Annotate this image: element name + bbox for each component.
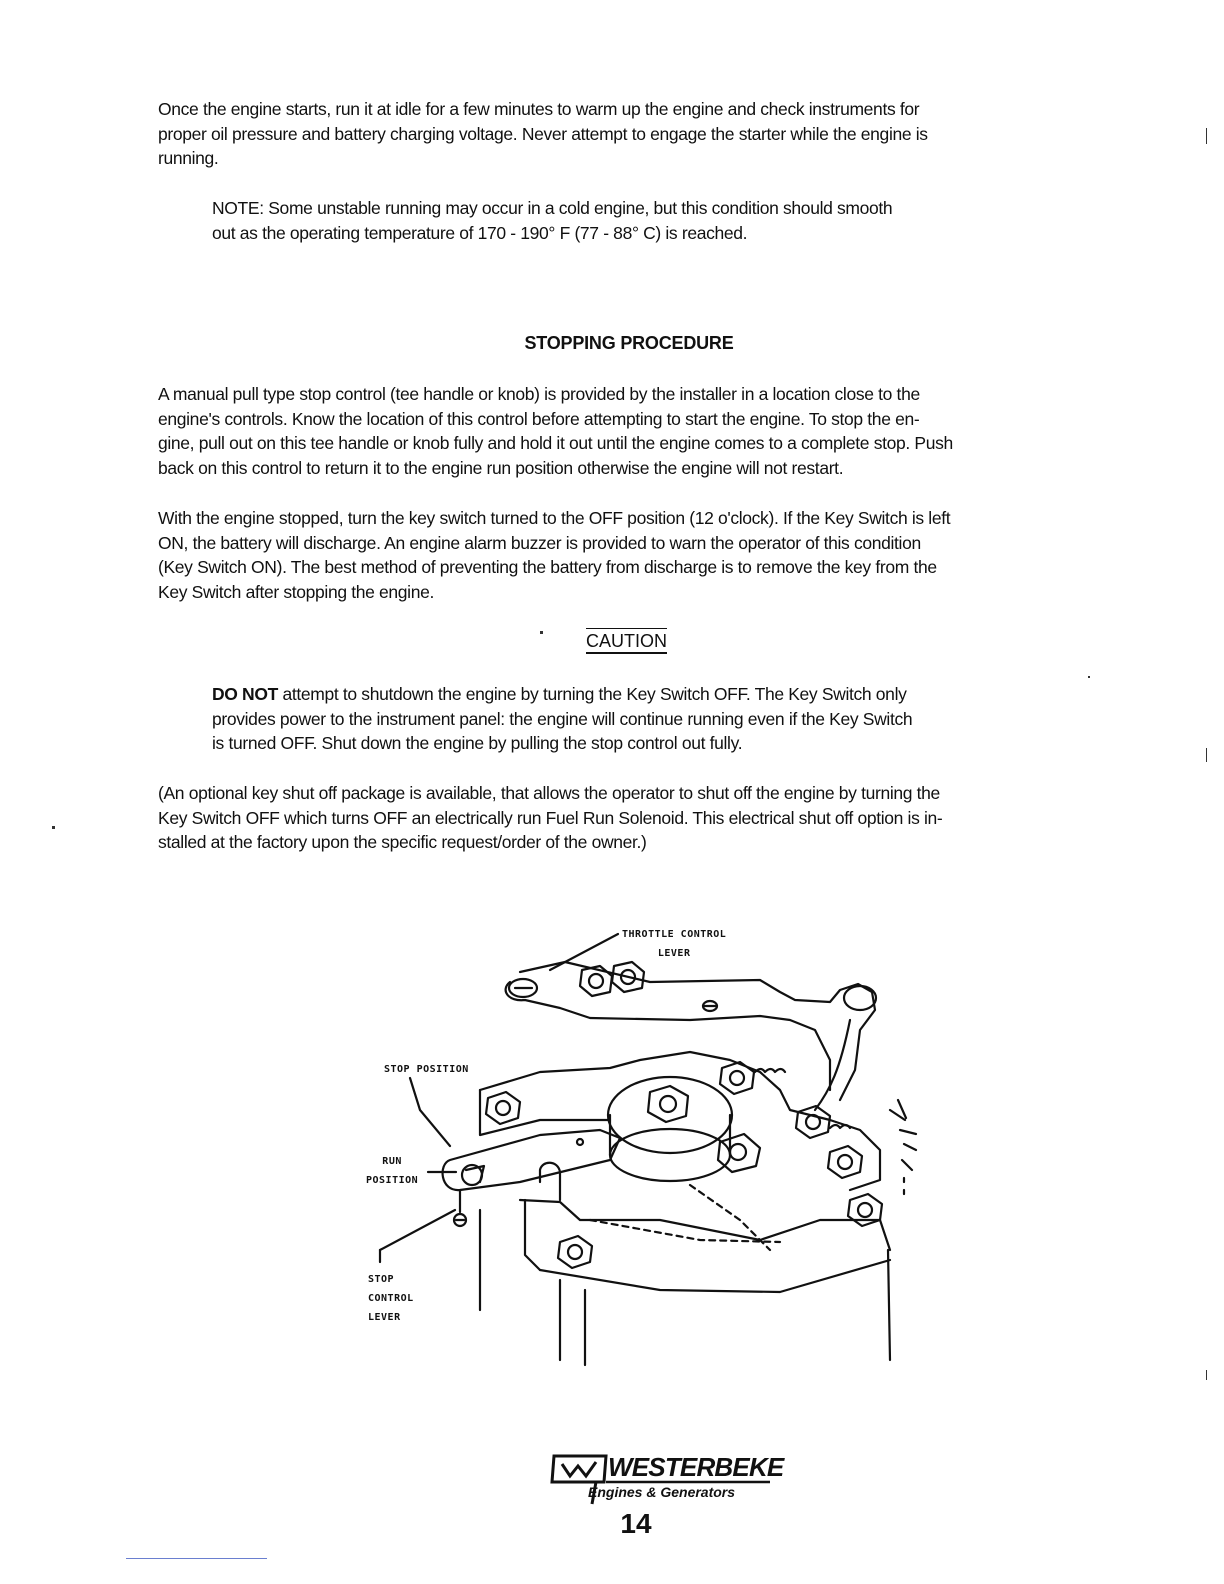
engine-linkage-drawing	[360, 920, 920, 1380]
footer-rule	[126, 1558, 267, 1559]
stop-control-line-4: back on this control to return it to the engine run position otherwise the engine will not restart.	[158, 457, 844, 478]
intro-line-3: running.	[158, 148, 219, 168]
note-line-2: out as the operating temperature of 170 - 190° F (77 - 88° C) is reached.	[212, 222, 748, 243]
caution-line-3: is turned OFF. Shut down the engine by pulling the stop control out fully.	[212, 733, 743, 753]
stop-control-label-line-1: STOP	[368, 1274, 395, 1285]
caution-line-1	[212, 682, 1042, 707]
optional-package-paragraph	[158, 781, 1100, 855]
key-switch-line-2: ON, the battery will discharge. An engine alarm buzzer is provided to warn the operator of this condition	[158, 532, 921, 553]
key-switch-line-4: Key Switch after stopping the engine.	[158, 581, 434, 602]
run-position-label	[366, 1152, 418, 1190]
key-switch-paragraph	[158, 506, 1100, 604]
stop-position-label: STOP POSITION	[384, 1064, 469, 1075]
westerbeke-logo	[548, 1452, 784, 1510]
stop-control-label-line-3: LEVER	[368, 1312, 401, 1323]
scan-speck	[540, 631, 543, 634]
intro-paragraph	[158, 97, 1100, 171]
scan-speck	[52, 826, 55, 829]
stop-control-paragraph	[158, 382, 1100, 480]
intro-line-1: Once the engine starts, run it at idle for a few minutes to warm up the engine and check instruments for	[158, 99, 920, 119]
stop-control-line-2: engine's controls. Know the location of this control before attempting to start the engine. To stop the en-	[158, 408, 920, 429]
intro-line-2: proper oil pressure and battery charging voltage. Never attempt to engage the starter while the engine is	[158, 123, 928, 144]
stop-control-line-3: gine, pull out on this tee handle or knob fully and hold it out until the engine comes to a complete stop. Push	[158, 433, 953, 453]
key-switch-line-3: (Key Switch ON). The best method of preventing the battery from discharge is to remove the key from the	[158, 557, 937, 577]
stop-control-diagram	[360, 920, 920, 1380]
run-label-line-1: RUN	[382, 1156, 402, 1167]
stop-control-label-line-2: CONTROL	[368, 1293, 414, 1304]
optional-line-2: Key Switch OFF which turns OFF an electrically run Fuel Run Solenoid. This electrical shut off option is in-	[158, 807, 943, 828]
run-label-line-2: POSITION	[366, 1175, 419, 1186]
caution-paragraph	[212, 682, 1042, 756]
caution-line-1-rest: attempt to shutdown the engine by turning the Key Switch OFF. The Key Switch only	[277, 684, 907, 704]
page-number: 14	[620, 1508, 652, 1539]
logo-subtitle: Engines & Generators	[588, 1484, 736, 1500]
caution-bold-lead: DO NOT	[212, 684, 278, 704]
key-switch-line-1: With the engine stopped, turn the key switch turned to the OFF position (12 o'clock). If the Key Switch is left	[158, 508, 951, 528]
throttle-label-line-2: LEVER	[657, 948, 691, 959]
note-line-1: NOTE: Some unstable running may occur in a cold engine, but this condition should smooth	[212, 198, 893, 218]
stop-control-lever-label	[368, 1270, 414, 1327]
stopping-procedure-heading: STOPPING PROCEDURE	[524, 333, 734, 353]
scan-speck	[1206, 128, 1207, 144]
note-paragraph	[212, 196, 1042, 245]
optional-line-1: (An optional key shut off package is available, that allows the operator to shut off the engine by turning the	[158, 783, 940, 803]
optional-line-3: stalled at the factory upon the specific request/order of the owner.)	[158, 832, 647, 852]
scan-speck	[1088, 676, 1090, 678]
scan-speck	[1206, 748, 1207, 762]
logo-name: WESTERBEKE	[608, 1452, 784, 1482]
throttle-label-line-1: THROTTLE CONTROL	[622, 929, 727, 940]
caution-line-2: provides power to the instrument panel: the engine will continue running even if the Key Switch	[212, 708, 913, 729]
scan-speck	[1206, 1370, 1207, 1380]
throttle-control-lever-label	[622, 925, 726, 963]
caution-heading: CAUTION	[586, 628, 667, 653]
stop-control-line-1: A manual pull type stop control (tee handle or knob) is provided by the installer in a location close to the	[158, 384, 920, 404]
